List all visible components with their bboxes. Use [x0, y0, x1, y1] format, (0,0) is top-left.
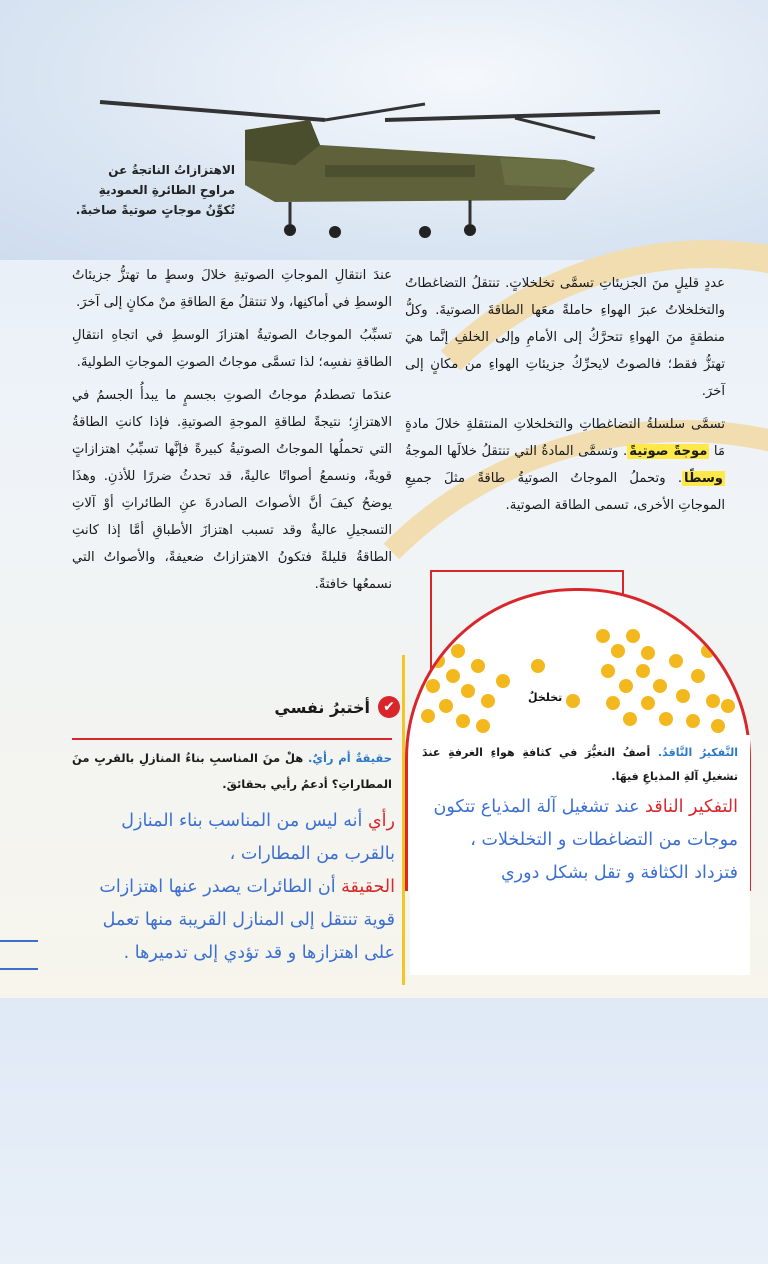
critical-thinking-label: التَّفكيرُ النَّاقدُ.: [657, 746, 738, 759]
critical-thinking-answer: [410, 789, 750, 890]
right-column: [405, 270, 725, 525]
self-test-heading: [230, 692, 400, 722]
self-test-title: أختبرُ نفسي: [274, 697, 370, 717]
answer-text: عند تشغيل آلة المذياع تتكون موجات من التضاغطات و التخلخلات ، فتزداد الكثافة و تقل بشكل دوري: [433, 797, 738, 883]
fact-or-opinion-question: [72, 745, 392, 797]
margin-line: [0, 968, 38, 970]
image-caption: الاهتزازاتُ الناتجةُ عن مراوحِ الطائرةِ العموديةِ تُكوِّنُ موجاتٍ صوتيةً صاخبةً.: [75, 163, 235, 217]
right-paragraph-2: [405, 411, 725, 519]
opinion-text: أنه ليس من المناسب بناء المنازل بالقرب من المطارات ،: [121, 811, 395, 864]
left-paragraph-3: عندَما تصطدمُ موجاتُ الصوتِ بجسمٍ ما يبدأُ الجسمُ في الاهتزازِ؛ نتيجةً لطاقةِ الموجةِ الصوتيةِ. فإذا كانتِ الطاقةُ التي تحملُها الموجاتُ الصوتيةُ كبيرةً فإنَّها تسبِّبُ اهتزازاتٍ قويةً، ونسمعُ أصواتًا عاليةً، قد تحدثُ ضررًا للأذنِ. وهذَا يوضحُ كيفَ أنَّ الأصواتَ الصادرةَ عنِ الطائراتِ أوْ آلاتِ التسجيلِ عاليةٌ وقد تسبب اهتزازَ الأطباقِ أمَّا إذا كانتِ الطاقةُ قليلةً فتكونُ الاهتزازاتُ ضعيفةً، والأصواتُ التي نسمعُها خافتةً.: [72, 388, 392, 592]
fact-label-answer: الحقيقة: [341, 877, 395, 897]
fact-label: حقيقةٌ أم رأيٌ.: [308, 751, 392, 765]
checkmark-icon: ✔: [378, 696, 400, 718]
rarefaction-label: تخلخلٌ: [528, 691, 563, 704]
left-paragraph-1: عندَ انتقالِ الموجاتِ الصوتيةِ خلالَ وسطٍ ما تهتزُّ جزيئاتُ الوسطِ في أماكنِها، ولا تنتقلُ معَ الطاقةِ منْ مكانٍ إلى آخرَ.: [72, 268, 392, 310]
divider: [72, 738, 392, 740]
margin-line: [0, 940, 38, 942]
opinion-label: رأي: [367, 811, 395, 831]
critical-thinking-question: [410, 735, 750, 789]
highlight-term: موجةً صوتيةً: [629, 444, 708, 459]
fact-question: هلْ منَ المناسبِ بناءُ المنازلِ بالقربِ منَ المطاراتِ؟ أدعمُ رأيي بحقائقَ.: [72, 751, 392, 791]
right-paragraph-1: عددٍ قليلٍ منَ الجزيئاتِ تسمَّى تخلخلاتٍ. تنتقلُ التضاغطاتُ والتخلخلاتُ عبرَ الهواءِ حاملةً معَها الطاقةَ الصوتيةَ. وكلُّ منطقةٍ منَ الهواءِ تتحرَّكُ إلى الأمامِ وإلى الخلفِ إنَّما هيَ تهتزُّ فقط؛ فالصوتُ لايحرِّكُ جزيئاتِ الهواءِ من مكانٍ إلى آخرَ.: [405, 276, 725, 399]
highlight-term: وسطًا: [684, 471, 723, 486]
left-paragraph-2: تسبِّبُ الموجاتُ الصوتيةُ اهتزازَ الوسطِ في اتجاهِ انتقالِ الطاقةِ نفسِه؛ لذا تسمَّى موجاتُ الصوتِ الموجاتِ الطوليةَ.: [72, 328, 392, 370]
text-span: . وتسمَّى المادةُ التي تنتقلُ خلالَها الموجةُ: [405, 444, 628, 459]
yellow-divider: [402, 655, 405, 985]
answer-label: التفكير الناقد: [645, 797, 738, 817]
fact-text: أن الطائرات يصدر عنها اهتزازات قوية تنتقل إلى المنازل القريبة منها تعمل على اهتزازها و قد تؤدي إلى تدميرها .: [99, 877, 395, 963]
critical-thinking-text: أصفُ التغيُّرَ في كثافةِ هواءِ الغرفةِ عندَ تشغيلِ آلةِ المذياعِ فيهَا.: [422, 746, 738, 783]
text-span: تسمَّى سلسلةُ التضاغطاتِ والتخلخلاتِ المنتقلةِ خلالَ مادةٍ مَا: [405, 417, 725, 459]
critical-thinking-box: [410, 735, 750, 975]
text-span: . وتحملُ الموجاتُ الصوتيةُ طاقةً مثلَ جميعِ الموجاتِ الأخرى، تسمى الطاقة الصوتية.: [405, 471, 725, 513]
left-column: [72, 262, 392, 604]
answer-opinion: [95, 805, 395, 970]
